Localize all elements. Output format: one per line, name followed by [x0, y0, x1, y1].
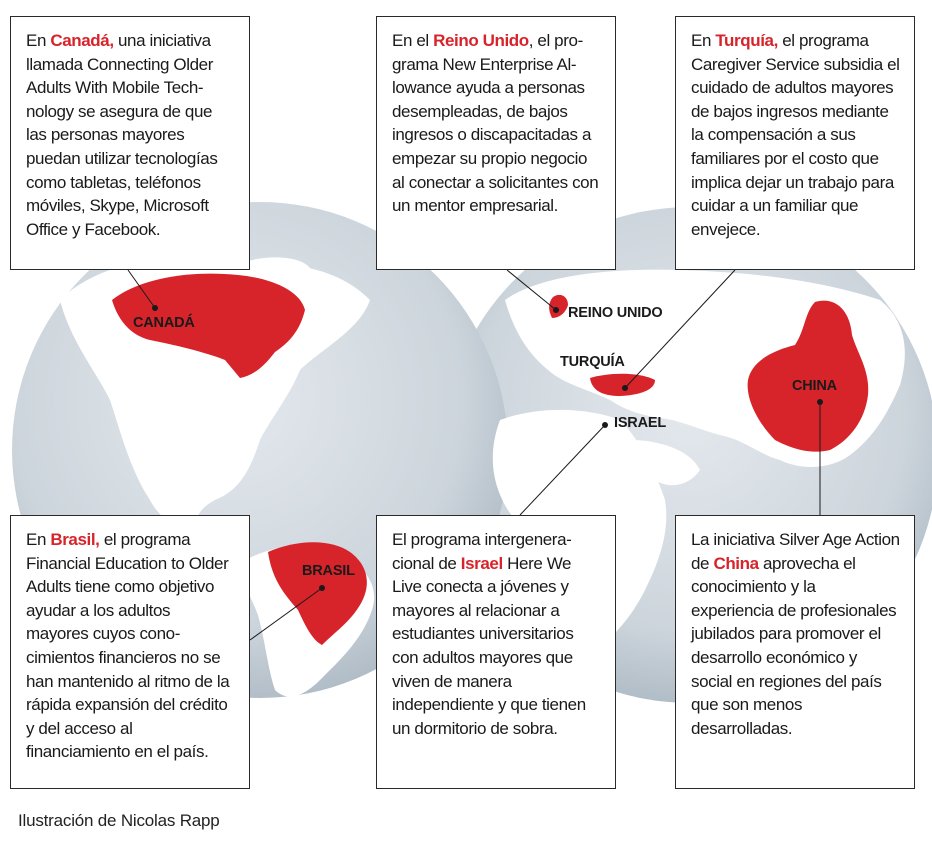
callout-israel [376, 515, 616, 789]
callout-canada-pre: En [26, 31, 51, 50]
callout-canada-text: una iniciativa llamada Connecting Older Adults With Mobile Technology se asegura de que las personas mayores puedan utilizar tecnologías como tabletas, teléfonos móviles, Skype, Microsoft Office y Facebook. [26, 31, 218, 239]
callout-reino-unido-country: Reino Unido [433, 31, 529, 50]
callout-brasil [10, 515, 250, 789]
callout-reino-unido-text: , el programa New Enterprise Allowance ayuda a personas desempleadas, de bajos ingresos o discapacitadas a empezar su propio negocio al conectar a solicitantes con un mentor empresarial. [392, 31, 599, 216]
label-israel: ISRAEL [614, 415, 666, 431]
callout-brasil-text: el programa Financial Education to Older Adults tiene como objetivo ayudar a los adultos mayores cuyos conocimientos financieros no se han mantenido al ritmo de la rápida expansión del crédito y del acceso al financiamiento en el país. [26, 530, 230, 762]
illustration-credit: Ilustración de Nicolas Rapp [18, 811, 220, 830]
callout-turquia-pre: En [691, 31, 716, 50]
label-reino-unido: REINO UNIDO [568, 305, 663, 321]
callout-israel-text: Here We Live conecta a jóvenes y mayores al relacionar a estudiantes universitarios con adultos mayores que viven de manera independiente y que tienen un dormitorio de sobra. [392, 553, 586, 738]
callout-turquia-text: el programa Caregiver Service subsidia el cuidado de adultos mayores de bajos ingresos mediante la compensación a sus familiares por el costo que implica dejar un trabajo para cuidar a un familiar que envejece. [691, 31, 900, 239]
label-turquia: TURQUÍA [560, 354, 625, 370]
callout-canada-country: Canadá, [50, 31, 114, 50]
callout-turquia [675, 16, 915, 270]
callout-israel-pre: El programa intergeneracional de [392, 530, 572, 573]
callout-china [675, 515, 915, 789]
callout-brasil-pre: En [26, 530, 51, 549]
callout-turquia-country: Turquía, [715, 31, 778, 50]
callout-israel-country: Israel [460, 553, 503, 573]
label-canada: CANADÁ [133, 315, 195, 331]
callout-china-text: aprovecha el conocimiento y la experiencia de profesionales jubilados para promover el desarrollo económico y social en regiones del país que son menos desarrolladas. [691, 553, 897, 738]
label-china: CHINA [792, 378, 837, 394]
callout-brasil-country: Brasil, [50, 530, 100, 549]
callout-china-pre: La iniciativa Silver Age Action de [691, 530, 900, 573]
callout-canada [10, 16, 250, 270]
callout-reino-unido [376, 16, 616, 270]
callout-reino-unido-pre: En el [392, 31, 434, 50]
label-brasil: BRASIL [302, 563, 355, 579]
callout-china-country: China [713, 553, 759, 573]
